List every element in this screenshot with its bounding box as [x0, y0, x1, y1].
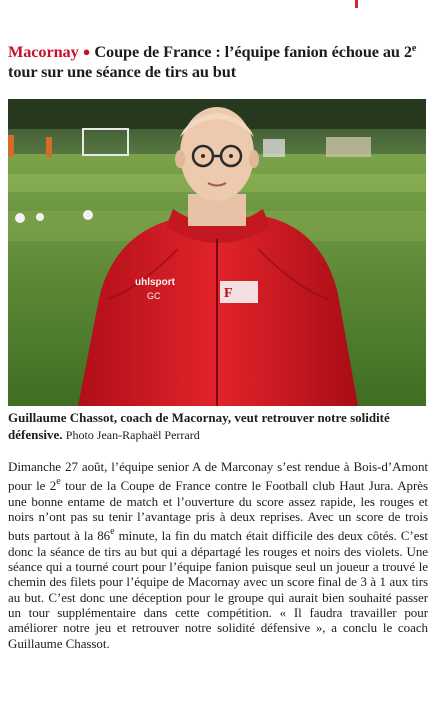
caption-text: Guillaume Chassot, coach de Macornay, veut retrouver notre solidité défensive.	[8, 410, 390, 442]
body-ordinal-1: e	[56, 476, 61, 488]
kicker-dot-icon: ●	[82, 44, 91, 59]
headline-text-part2: tour sur une séance de tirs au but	[8, 62, 237, 81]
article-headline	[8, 39, 428, 82]
body-text-1: Dimanche 27 août, l’équipe senior A de Marconay s’est rendue à Bois-d’Amont pour le 2	[8, 459, 428, 494]
photo-credit: Photo Jean-Raphaël Perrard	[65, 427, 200, 442]
jacket-brand-text: uhlsport	[135, 277, 175, 288]
top-accent-mark	[355, 0, 358, 8]
club-crest-letter: F	[224, 286, 233, 301]
body-text-2: tour de la Coupe de France contre le Football club Haut Jura. Après une bonne entame de match et l’ouverture du score assez rapide, les rouges et noirs n’ont pas su tenir l’avantage pris à deux reprises. Avec un score de trois buts partout à la 86	[8, 478, 428, 544]
article-photo	[8, 99, 426, 406]
club-crest-icon	[220, 281, 258, 303]
headline-text-part1: Coupe de France : l’équipe fanion échoue au 2	[94, 42, 412, 61]
jacket-initials-text: GC	[147, 291, 161, 301]
article-paragraph	[8, 459, 428, 651]
photo-caption	[8, 410, 428, 443]
headline-kicker: Macornay	[8, 42, 79, 61]
headline-ordinal: e	[411, 43, 417, 54]
article-body	[8, 459, 428, 651]
body-text-3: minute, la fin du match était difficile des deux côtés. C’est donc la séance de tirs au but qui a départagé les rouges et noirs des violets. Une séance qui a tourné court pour l’équipe fanion puisque seul un joueur a trouvé le chemin des filets pour l’équipe de Macornay avec un score final de 3 à 1 aux tirs au but. C’est donc une déception pour le groupe qui aurait bien souhaité passer un tour supplémentaire dans cette compétition. « Il faudra travailler pour améliorer notre jeu et retrouver notre solidité défensive », a conclu le coach Guillaume Chassot.	[8, 528, 428, 651]
body-ordinal-2: e	[110, 526, 115, 538]
